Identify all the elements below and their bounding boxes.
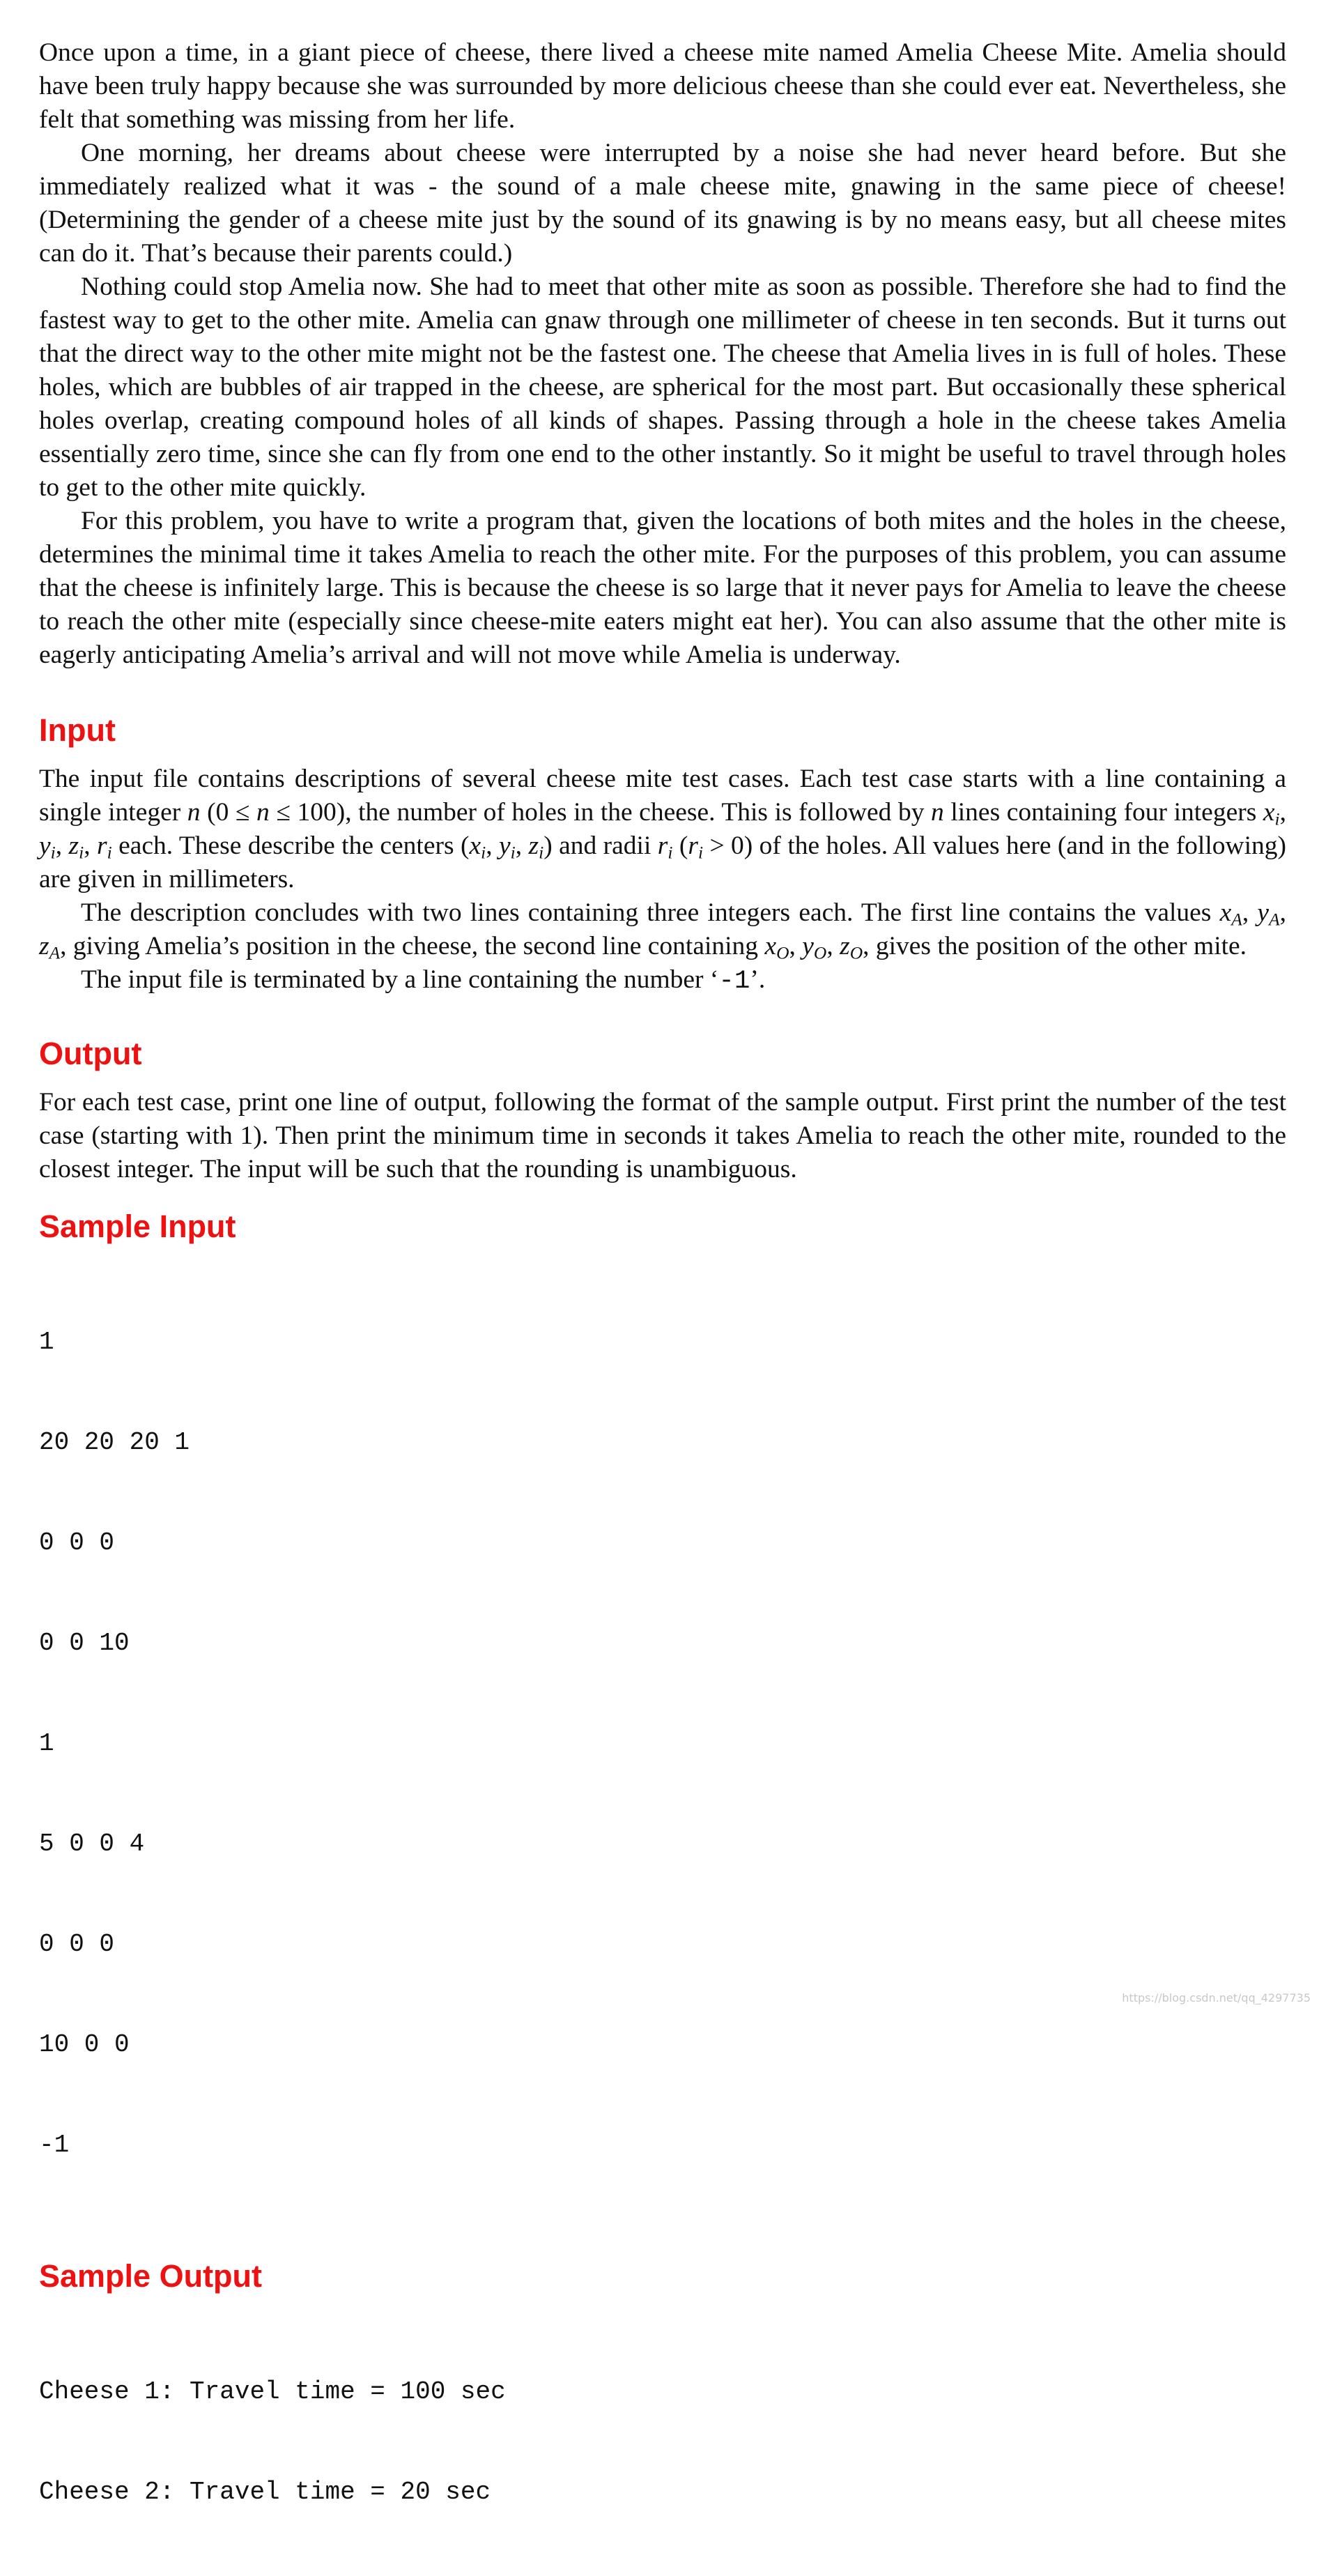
input-paragraph-2: The description concludes with two lines containing three integers each. The first line contains the values $x_A$, $y_A$, $z_A$, giving Amelia’s position in the cheese, the second line containing $x_O$, $y_O$, $z_O$, gives the position of the other mite. — [39, 898, 1287, 963]
sample-input-line: 1 — [39, 1729, 54, 1758]
intro-paragraph-4: For this problem, you have to write a program that, given the locations of both mites and the holes in the cheese, determines the minimal time it takes Amelia to reach the other mite. For the purposes of this problem, you can assume that the cheese is infinitely large. This is because the cheese is so large that it never pays for Amelia to leave the cheese to reach the other mite (especially since cheese-mite eaters might eat her). You can also assume that the other mite is eagerly anticipating Amelia’s arrival and will not move while Amelia is underway. — [39, 507, 1286, 669]
sample-input-line: 5 0 0 4 — [39, 1830, 145, 1858]
input-paragraph-3: The input file is terminated by a line containing the number ‘-1’. — [81, 965, 766, 996]
output-heading: Output — [39, 1036, 142, 1071]
intro-paragraph-1: Once upon a time, in a giant piece of cheese, there lived a cheese mite named Amelia Cheese Mite. Amelia should have been truly happy because she was surrounded by more delicious cheese than she could ever eat. Nevertheless, she felt that something was missing from her life. — [39, 38, 1286, 134]
watermark-url: https://blog.csdn.net/qq_4297735 — [1122, 1991, 1311, 2004]
sample-input-line: 1 — [39, 1328, 54, 1356]
sample-output-line: Cheese 1: Travel time = 100 sec — [39, 2377, 506, 2406]
input-heading: Input — [39, 712, 116, 748]
sample-input-line: 0 0 10 — [39, 1629, 130, 1657]
sample-input-line: 10 0 0 — [39, 2030, 130, 2059]
intro-paragraph-2: One morning, her dreams about cheese were interrupted by a noise she had never heard before. But she immediately realized what it was - the sound of a male cheese mite, gnawing in the same piece of cheese! (Determining the gender of a cheese mite just by the sound of its gnawing is by no means easy, but all cheese mites can do it. That’s because their parents could.) — [39, 139, 1286, 268]
sample-input-heading: Sample Input — [39, 1209, 236, 1244]
output-paragraph-1: For each test case, print one line of output, following the format of the sample output. First print the number of the test case (starting with 1). Then print the minimum time in seconds it takes Amelia to reach the other mite, rounded to the closest integer. The input will be such that the rounding is unambiguous. — [39, 1088, 1286, 1183]
sample-input-line: 0 0 0 — [39, 1528, 115, 1557]
sample-input-line: -1 — [39, 2131, 70, 2159]
terminator-code: -1 — [718, 967, 750, 996]
intro-paragraph-3: Nothing could stop Amelia now. She had to meet that other mite as soon as possible. Therefore she had to find the fastest way to get to the other mite. Amelia can gnaw through one millimeter of cheese in ten seconds. But it turns out that the direct way to the other mite might not be the fastest one. The cheese that Amelia lives in is full of holes. These holes, which are bubbles of air trapped in the cheese, are spherical for the most part. But occasionally these spherical holes overlap, creating compound holes of all kinds of shapes. Passing through a hole in the cheese takes Amelia essentially zero time, since she can fly from one end to the other instantly. So it might be useful to travel through holes to get to the other mite quickly. — [39, 273, 1286, 502]
problem-statement — [39, 36, 1286, 2576]
sample-input-line: 0 0 0 — [39, 1930, 115, 1958]
sample-input-block — [39, 1259, 1286, 2229]
sample-output-block — [39, 2308, 1286, 2576]
sample-output-line: Cheese 2: Travel time = 20 sec — [39, 2478, 491, 2506]
input-paragraph-1: The input file contains descriptions of several cheese mite test cases. Each test case starts with a line containing a single integer n (0 ≤ n ≤ 100), the number of holes in the cheese. This is followed by n lines containing four integers $x_i$, $y_i$, $z_i$, $r_i$ each. These describe the centers ($x_i$, $y_i$, $z_i$) and radii $r_i$ $(r_i > 0)$ of the holes. All values here (and in the following) are given in millimeters. — [39, 765, 1287, 894]
sample-input-line: 20 20 20 1 — [39, 1428, 190, 1457]
sample-output-heading: Sample Output — [39, 2258, 263, 2294]
